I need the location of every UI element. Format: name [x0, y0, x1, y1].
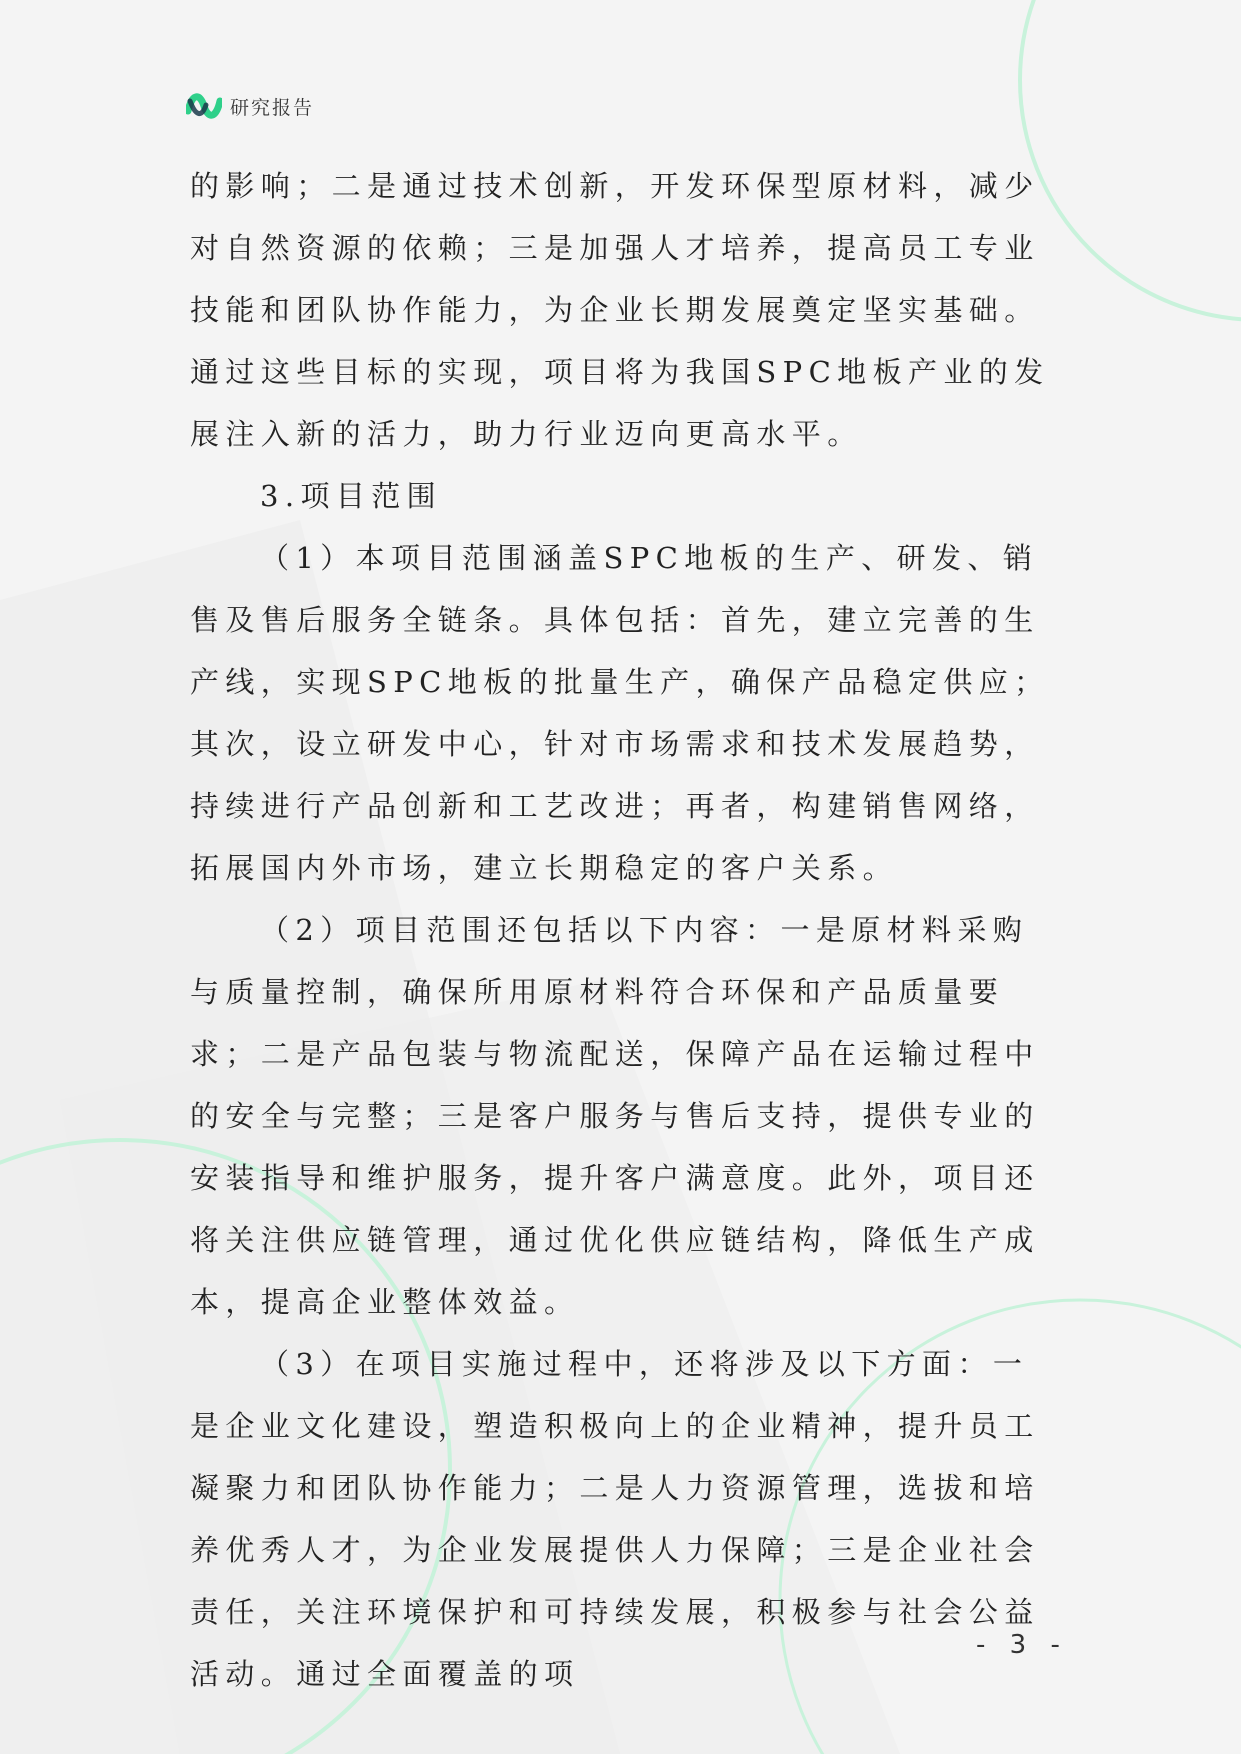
paragraph: （1）本项目范围涵盖SPC地板的生产、研发、销售及售后服务全链条。具体包括：首先，建立完善的生产线，实现SPC地板的批量生产，确保产品稳定供应；其次，设立研发中心，针对市场需求和技术发展趋势，持续进行产品创新和工艺改进；再者，构建销售网络，拓展国内外市场，建立长期稳定的客户关系。 — [190, 541, 1050, 885]
document-body — [190, 155, 1060, 1705]
page-number: - 3 - — [976, 1630, 1068, 1660]
section-heading: 3.项目范围 — [260, 479, 443, 513]
paragraph: （2）项目范围还包括以下内容：一是原材料采购与质量控制，确保所用原材料符合环保和产品质量要求；二是产品包装与物流配送，保障产品在运输过程中的安全与完整；三是客户服务与售后支持，提供专业的安装指导和维护服务，提升客户满意度。此外，项目还将关注供应链管理，通过优化供应链结构，降低生产成本，提高企业整体效益。 — [190, 913, 1040, 1319]
header-title: 研究报告 — [230, 96, 315, 119]
paragraph-continued: 的影响；二是通过技术创新，开发环保型原材料，减少对自然资源的依赖；三是加强人才培养，提高员工专业技能和团队协作能力，为企业长期发展奠定坚实基础。通过这些目标的实现，项目将为我国SPC地板产业的发展注入新的活力，助力行业迈向更高水平。 — [190, 169, 1050, 451]
paragraph: （3）在项目实施过程中，还将涉及以下方面：一是企业文化建设，塑造积极向上的企业精神，提升员工凝聚力和团队协作能力；二是人力资源管理，选拔和培养优秀人才，为企业发展提供人力保障；三是企业社会责任，关注环境保护和可持续发展，积极参与社会公益活动。通过全面覆盖的项 — [190, 1347, 1040, 1691]
report-header — [186, 88, 314, 124]
report-logo-icon — [186, 89, 222, 123]
